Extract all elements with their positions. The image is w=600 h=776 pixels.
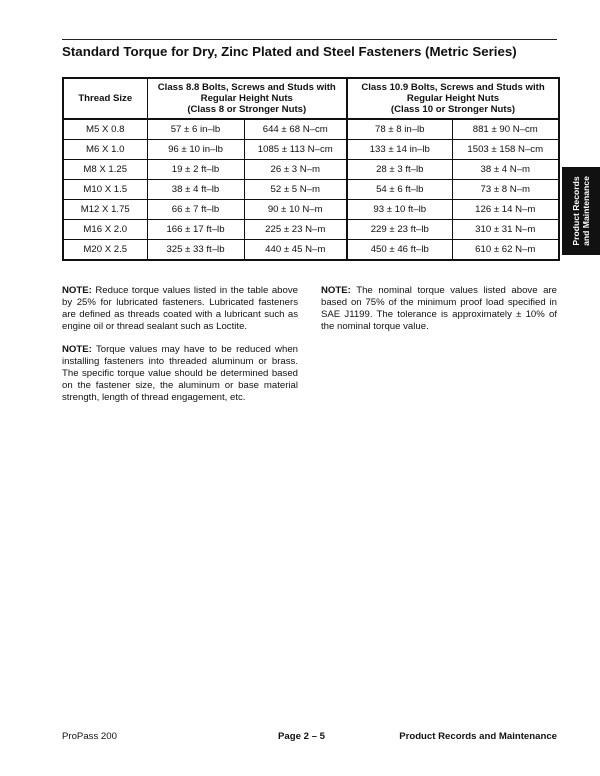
cell-class-8-8-imperial: 325 ± 33 ft–lb: [147, 240, 244, 261]
cell-class-10-9-metric: 610 ± 62 N–m: [452, 240, 559, 261]
table-header-row: [63, 78, 559, 119]
table-row: [63, 160, 559, 180]
side-tab-text: [571, 176, 591, 246]
footer-page-number: Page 2 – 5: [278, 731, 325, 742]
note-aluminum-brass: [62, 344, 298, 404]
cell-class-8-8-imperial: 96 ± 10 in–lb: [147, 140, 244, 160]
table-row: [63, 119, 559, 140]
cell-thread-size: M8 X 1.25: [63, 160, 147, 180]
header-class-8-8-line3: (Class 8 or Stronger Nuts): [187, 104, 307, 115]
header-class-8-8-line1: Class 8.8 Bolts, Screws and Studs with: [157, 82, 336, 93]
header-thread-size: Thread Size: [63, 78, 147, 119]
torque-table: [62, 77, 560, 261]
top-rule: [62, 39, 557, 40]
cell-class-8-8-metric: 644 ± 68 N–cm: [244, 119, 347, 140]
cell-class-8-8-metric: 440 ± 45 N–m: [244, 240, 347, 261]
cell-class-8-8-metric: 1085 ± 113 N–cm: [244, 140, 347, 160]
cell-class-10-9-imperial: 78 ± 8 in–lb: [347, 119, 452, 140]
cell-class-10-9-metric: 73 ± 8 N–m: [452, 180, 559, 200]
cell-thread-size: M5 X 0.8: [63, 119, 147, 140]
note-lubricated-fasteners: [62, 285, 298, 333]
cell-class-10-9-imperial: 229 ± 23 ft–lb: [347, 220, 452, 240]
note-label: NOTE:: [321, 285, 351, 296]
cell-thread-size: M20 X 2.5: [63, 240, 147, 261]
cell-class-8-8-imperial: 38 ± 4 ft–lb: [147, 180, 244, 200]
cell-class-8-8-metric: 225 ± 23 N–m: [244, 220, 347, 240]
header-class-10-9-line3: (Class 10 or Stronger Nuts): [390, 104, 516, 115]
cell-class-10-9-metric: 38 ± 4 N–m: [452, 160, 559, 180]
cell-class-10-9-imperial: 28 ± 3 ft–lb: [347, 160, 452, 180]
cell-class-10-9-imperial: 54 ± 6 ft–lb: [347, 180, 452, 200]
cell-class-8-8-imperial: 57 ± 6 in–lb: [147, 119, 244, 140]
header-class-10-9-line1: Class 10.9 Bolts, Screws and Studs with: [361, 82, 545, 93]
header-class-10-9: [347, 78, 559, 119]
cell-class-10-9-imperial: 450 ± 46 ft–lb: [347, 240, 452, 261]
header-class-8-8: [147, 78, 347, 119]
side-tab-line2: and Maintenance: [581, 176, 591, 246]
table-row: [63, 220, 559, 240]
cell-thread-size: M10 X 1.5: [63, 180, 147, 200]
header-class-8-8-line2: Regular Height Nuts: [200, 93, 293, 104]
cell-thread-size: M16 X 2.0: [63, 220, 147, 240]
cell-class-8-8-metric: 26 ± 3 N–m: [244, 160, 347, 180]
cell-class-10-9-metric: 126 ± 14 N–m: [452, 200, 559, 220]
note-label: NOTE:: [62, 285, 92, 296]
cell-class-10-9-metric: 310 ± 31 N–m: [452, 220, 559, 240]
table-row: [63, 140, 559, 160]
note-text: Reduce torque values listed in the table above by 25% for lubricated fasteners. Lubricated fasteners are defined as threads coated with a lubricant such as engine oil or thread sealant such as Loctite.: [62, 285, 298, 332]
cell-class-8-8-imperial: 19 ± 2 ft–lb: [147, 160, 244, 180]
footer-section-name: Product Records and Maintenance: [399, 731, 557, 742]
cell-thread-size: M12 X 1.75: [63, 200, 147, 220]
header-class-10-9-line2: Regular Height Nuts: [406, 93, 500, 104]
note-text: Torque values may have to be reduced when installing fasteners into threaded aluminum or brass. The specific torque value should be determined based on the fastener size, the aluminum or base material strength, length of thread engagement, etc.: [62, 344, 298, 403]
note-text: The nominal torque values listed above are based on 75% of the minimum proof load specified in SAE J1199. The tolerance is approximately ± 10% of the nominal torque value.: [321, 285, 557, 332]
cell-thread-size: M6 X 1.0: [63, 140, 147, 160]
cell-class-10-9-imperial: 93 ± 10 ft–lb: [347, 200, 452, 220]
note-nominal-torque: [321, 285, 557, 333]
footer-product-name: ProPass 200: [62, 731, 117, 742]
cell-class-10-9-metric: 881 ± 90 N–cm: [452, 119, 559, 140]
section-side-tab: [562, 167, 600, 255]
cell-class-8-8-imperial: 166 ± 17 ft–lb: [147, 220, 244, 240]
note-label: NOTE:: [62, 344, 92, 355]
table-row: [63, 180, 559, 200]
side-tab-line1: Product Records: [571, 176, 581, 246]
table-row: [63, 240, 559, 261]
cell-class-8-8-metric: 90 ± 10 N–m: [244, 200, 347, 220]
cell-class-10-9-imperial: 133 ± 14 in–lb: [347, 140, 452, 160]
table-row: [63, 200, 559, 220]
page-title: Standard Torque for Dry, Zinc Plated and Steel Fasteners (Metric Series): [62, 44, 517, 59]
cell-class-8-8-imperial: 66 ± 7 ft–lb: [147, 200, 244, 220]
cell-class-10-9-metric: 1503 ± 158 N–cm: [452, 140, 559, 160]
cell-class-8-8-metric: 52 ± 5 N–m: [244, 180, 347, 200]
